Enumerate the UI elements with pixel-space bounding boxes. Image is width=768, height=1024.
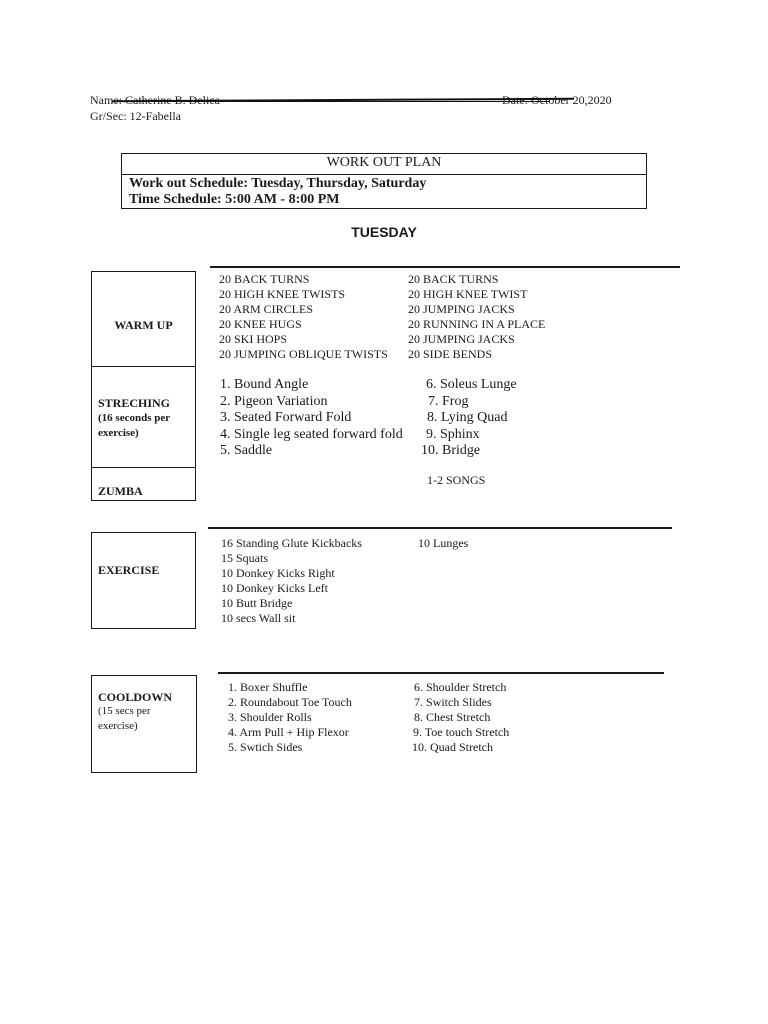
list-item: 20 JUMPING JACKS — [408, 302, 515, 316]
stretching-list-right — [421, 377, 517, 460]
list-item: 20 RUNNING IN A PLACE — [408, 317, 546, 331]
list-item: 1. Bound Angle — [220, 377, 309, 392]
list-item: 10 Donkey Kicks Right — [221, 566, 335, 580]
list-item: 10 secs Wall sit — [221, 611, 296, 625]
divider-line — [210, 266, 680, 268]
list-item: 20 SKI HOPS — [219, 332, 288, 346]
list-item: 20 ARM CIRCLES — [219, 302, 314, 316]
list-item: 10 Lunges — [418, 536, 469, 550]
list-item: 15 Squats — [221, 551, 269, 565]
list-item: 20 JUMPING JACKS — [408, 332, 515, 346]
strikethrough-line-2 — [150, 101, 550, 102]
list-item: 3. Seated Forward Fold — [220, 410, 352, 425]
list-item: 9. Sphinx — [426, 426, 480, 442]
exercise-list-right — [418, 536, 468, 551]
list-item: 10 Donkey Kicks Left — [221, 581, 328, 595]
list-item: 1. Boxer Shuffle — [228, 680, 308, 694]
cooldown-list-left — [228, 680, 352, 755]
list-item: 6. Shoulder Stretch — [414, 680, 507, 694]
divider-line — [208, 527, 672, 529]
list-item: 7. Frog — [428, 393, 469, 409]
list-item: 8. Chest Stretch — [414, 710, 491, 724]
list-item: 4. Single leg seated forward fold — [220, 426, 403, 442]
list-item: 3. Shoulder Rolls — [228, 710, 312, 724]
plan-title-row — [122, 154, 646, 175]
list-item: 8. Lying Quad — [427, 410, 508, 425]
list-item: 2. Pigeon Variation — [220, 393, 328, 409]
stretching-label-cell — [91, 366, 196, 468]
list-item: 20 JUMPING OBLIQUE TWISTS — [219, 347, 388, 361]
warmup-list-right — [408, 272, 545, 362]
stretching-sublabel: (16 seconds per — [98, 412, 171, 424]
plan-table — [121, 153, 647, 209]
list-item: 20 BACK TURNS — [219, 272, 310, 286]
warmup-list-left — [219, 272, 388, 362]
list-item: 10. Quad Stretch — [412, 740, 493, 754]
list-item: 20 HIGH KNEE TWIST — [408, 287, 528, 301]
list-item: 20 HIGH KNEE TWISTS — [219, 287, 346, 301]
exercise-label: EXERCISE — [98, 563, 160, 577]
stretching-label: STRECHING — [98, 396, 171, 410]
divider-line — [218, 672, 664, 674]
zumba-value: 1-2 SONGS — [427, 473, 486, 487]
plan-time: Time Schedule: 5:00 AM - 8:00 PM — [129, 192, 340, 207]
list-item: 20 KNEE HUGS — [219, 317, 302, 331]
list-item: 10 Butt Bridge — [221, 596, 293, 610]
list-item: 10. Bridge — [421, 443, 481, 458]
list-item: 16 Standing Glute Kickbacks — [221, 536, 362, 550]
exercise-label-cell — [91, 532, 196, 629]
plan-title: WORK OUT PLAN — [326, 155, 442, 170]
plan-schedule: Work out Schedule: Tuesday, Thursday, Saturday — [129, 176, 427, 191]
list-item: 20 SIDE BENDS — [408, 347, 493, 361]
stretching-sublabel: exercise) — [98, 427, 139, 439]
list-item: 6. Soleus Lunge — [426, 377, 517, 392]
cooldown-sublabel: (15 secs per — [98, 705, 151, 717]
zumba-label: ZUMBA — [98, 484, 143, 498]
list-item: 4. Arm Pull + Hip Flexor — [228, 725, 349, 739]
cooldown-label: COOLDOWN — [98, 690, 173, 704]
cooldown-label-cell — [91, 675, 197, 773]
list-item: 20 BACK TURNS — [408, 272, 499, 286]
day-heading: TUESDAY — [351, 224, 417, 240]
exercise-list-left — [221, 536, 362, 626]
list-item: 2. Roundabout Toe Touch — [228, 695, 352, 709]
zumba-label-cell — [91, 467, 196, 501]
student-name: Name: Catherine B. Delica — [90, 93, 220, 107]
cooldown-sublabel: exercise) — [98, 720, 138, 732]
list-item: 9. Toe touch Stretch — [413, 725, 510, 739]
stretching-list-left — [220, 377, 403, 460]
grade-section: Gr/Sec: 12-Fabella — [90, 109, 181, 123]
cooldown-list-right — [412, 680, 509, 755]
list-item: 5. Swtich Sides — [228, 740, 303, 754]
date: Date: October 20,2020 — [502, 93, 612, 107]
list-item: 7. Switch Slides — [414, 695, 492, 709]
list-item: 5. Saddle — [220, 443, 273, 458]
warmup-label-cell — [91, 271, 196, 367]
warmup-label: WARM UP — [114, 318, 173, 332]
